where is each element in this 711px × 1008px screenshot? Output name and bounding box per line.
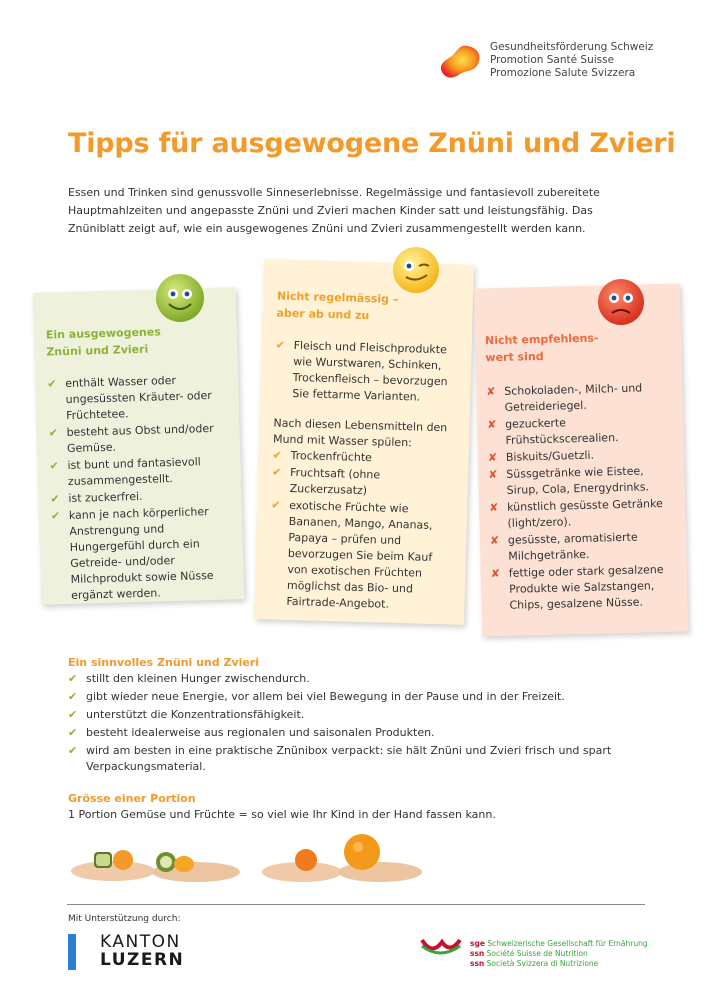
check-icon: ✔ — [68, 672, 78, 685]
cross-icon: ✘ — [490, 567, 501, 581]
gesundheitsfoerderung-logo-icon — [436, 42, 484, 80]
intro-paragraph: Essen und Trinken sind genussvolle Sinneserlebnisse. Regelmässige und fantasievoll zubereitete Hauptmahlzeiten und angepasste Znüni und Zvieri machen Kinder satt und leistungsfähig. Das Znüniblatt zeigt auf, wie ein ausgewogenes Znüni und Zvieri zusammengestellt werden kann. — [68, 186, 600, 235]
card-occasional-list-2 — [268, 447, 458, 614]
list-item: ✘ künstlich gesüsste Getränke (light/zero). — [488, 497, 663, 530]
cross-icon: ✘ — [488, 501, 499, 515]
list-item: ✘ gesüsste, aromatisierte Milchgetränke. — [489, 530, 638, 563]
check-icon: ✔ — [49, 459, 59, 473]
list-item: ✔ besteht idealerweise aus regionalen und saisonalen Produkten. — [68, 726, 435, 739]
sge-line-it: ssn Società Svizzera di Nutrizione — [470, 959, 599, 968]
sge-organization — [470, 939, 648, 969]
sge-line-fr: ssn Société Suisse de Nutrition — [470, 949, 588, 958]
card-balanced-heading: Ein ausgewogenes Znüni und Zvieri — [45, 325, 161, 359]
cross-icon: ✘ — [489, 534, 500, 548]
check-icon: ✔ — [275, 338, 286, 352]
list-item: ✔ Fleisch und Fleischprodukte wie Wurstwaren, Schinken, Trockenfleisch – bevorzugen Sie fettarme Varianten. — [275, 338, 448, 404]
sinnvoll-heading: Ein sinnvolles Znüni und Zvieri — [68, 656, 260, 669]
card-occasional-heading: Nicht regelmässig – aber ab und zu — [276, 289, 399, 323]
list-item: ✔ ist zuckerfrei. — [50, 489, 143, 506]
support-label: Mit Unterstützung durch: — [68, 914, 181, 924]
card-balanced — [33, 287, 245, 605]
list-item: ✔ exotische Früchte wie Bananen, Mango, Ananas, Papaya – prüfen und bevorzugen Sie beim Kauf von exotischen Früchten möglichst das Bio- und Fairtrade-Angebot. — [271, 498, 433, 611]
card-occasional-list-1 — [274, 337, 462, 406]
check-icon: ✔ — [50, 492, 60, 506]
check-icon: ✔ — [272, 448, 282, 462]
hands-vegetables-image — [68, 826, 243, 886]
happy-face-icon — [154, 272, 206, 324]
card-not-recommended — [474, 284, 688, 637]
org-line-fr: Promotion Santé Suisse — [490, 54, 615, 66]
card-balanced-list — [47, 371, 239, 604]
hands-fruits-image — [262, 826, 422, 886]
list-item: ✔ ist bunt und fantasievoll zusammengestellt. — [49, 455, 201, 488]
check-icon: ✔ — [47, 377, 57, 391]
list-item: ✔ kann je nach körperlicher Anstrengung und Hungergefühl durch ein Getreide- und/oder Milchprodukt sowie Nüsse ergänzt werden. — [50, 505, 214, 602]
sad-face-icon — [596, 277, 646, 327]
check-icon: ✔ — [50, 509, 61, 523]
card-not-recommended-heading: Nicht empfehlens- wert sind — [484, 331, 599, 365]
sge-line-de: sge Schweizerische Gesellschaft für Ernährung — [470, 939, 648, 948]
sinnvoll-section — [68, 671, 648, 777]
check-icon: ✔ — [271, 498, 281, 512]
card-occasional — [254, 259, 474, 625]
list-item: ✘ Schokoladen-, Milch- und Getreideriegel. — [486, 381, 643, 414]
portion-text: 1 Portion Gemüse und Früchte = so viel wie Ihr Kind in der Hand fassen kann. — [68, 808, 496, 821]
list-item: ✔ besteht aus Obst und/oder Gemüse. — [48, 421, 214, 455]
list-item: ✘ Süssgetränke wie Eistee, Sirup, Cola, Energydrinks. — [488, 464, 650, 497]
list-item: ✘ Biskuits/Guetzli. — [487, 448, 595, 465]
check-icon: ✔ — [48, 426, 58, 440]
cross-icon: ✘ — [486, 385, 496, 399]
list-item: ✔ wird am besten in eine praktische Znünibox verpackt: sie hält Znüni und Zvieri frisch und spart Verpackungsmaterial. — [68, 744, 612, 773]
winking-face-icon — [391, 245, 441, 295]
cross-icon: ✘ — [487, 451, 498, 465]
portion-heading: Grösse einer Portion — [68, 792, 196, 805]
kanton-luzern-logo: KANTON LUZERN — [100, 932, 185, 970]
check-icon: ✔ — [68, 726, 78, 739]
footer-divider — [67, 904, 645, 905]
card-occasional-paragraph: Nach diesen Lebensmitteln den Mund mit Wasser spülen: — [272, 416, 448, 450]
list-item: ✔ Fruchtsaft (ohne Zuckerzusatz) — [271, 465, 381, 498]
sinnvoll-list — [68, 671, 648, 775]
card-not-recommended-list — [486, 380, 682, 615]
list-item: ✔ unterstützt die Konzentrationsfähigkeit. — [68, 708, 305, 721]
check-icon: ✔ — [68, 690, 78, 703]
sge-logo-icon — [420, 936, 464, 958]
cross-icon: ✘ — [486, 418, 497, 432]
kanton-logo-bar — [68, 934, 76, 970]
organization-name — [490, 41, 653, 80]
list-item: ✔ enthält Wasser oder ungesüssten Kräuter- oder Früchtetee. — [47, 373, 213, 423]
org-line-it: Promozione Salute Svizzera — [490, 67, 636, 79]
page-title: Tipps für ausgewogene Znüni und Zvieri — [68, 128, 676, 159]
list-item: ✔ gibt wieder neue Energie, vor allem bei viel Bewegung in der Pause und in der Freizeit. — [68, 690, 565, 703]
check-icon: ✔ — [271, 465, 282, 479]
cross-icon: ✘ — [488, 468, 498, 482]
list-item: ✘ fettige oder stark gesalzene Produkte wie Salzstangen, Chips, gesalzene Nüsse. — [490, 563, 664, 612]
list-item: ✔ stillt den kleinen Hunger zwischendurch. — [68, 672, 310, 685]
check-icon: ✔ — [68, 708, 78, 721]
org-line-de: Gesundheitsförderung Schweiz — [490, 41, 654, 53]
check-icon: ✔ — [68, 744, 78, 757]
list-item: ✘ gezuckerte Frühstückscerealien. — [486, 416, 619, 447]
list-item: ✔ Trockenfrüchte — [272, 448, 373, 465]
